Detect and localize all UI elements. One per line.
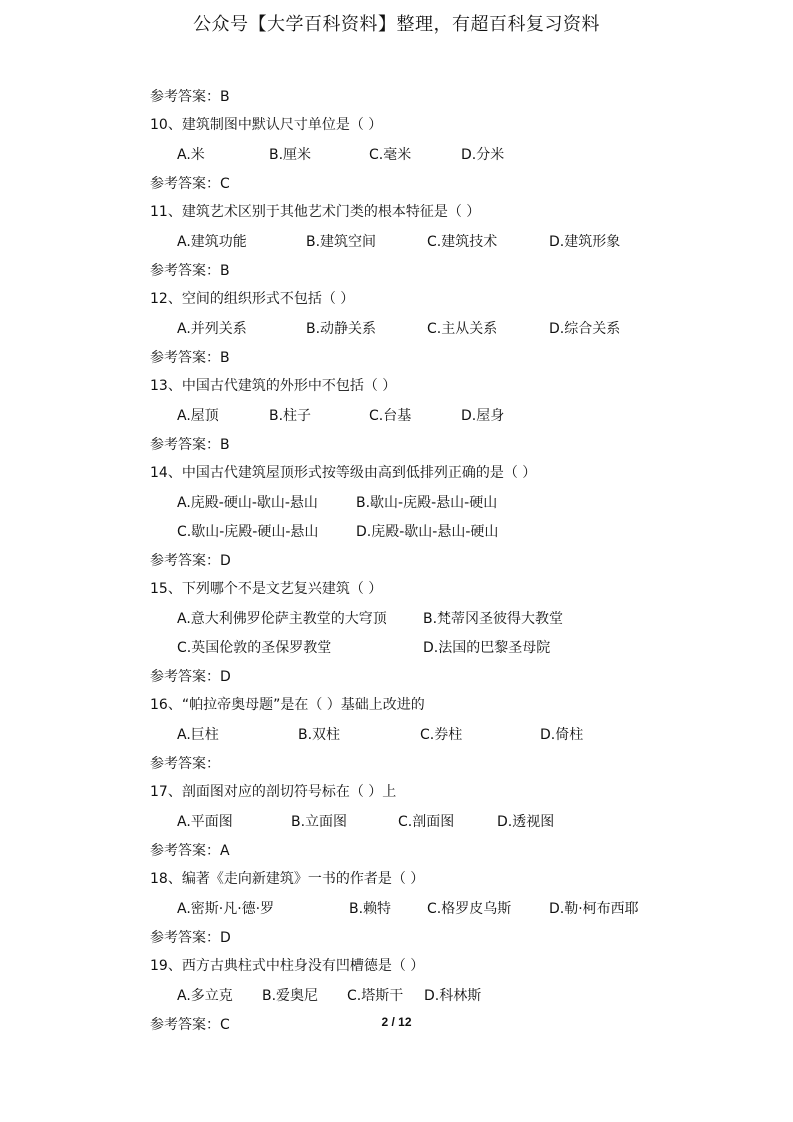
options-row <box>150 724 750 747</box>
options-row <box>150 608 750 631</box>
option-c: C.主从关系 <box>427 321 498 337</box>
answer-line: 参考答案：C <box>150 1017 230 1033</box>
answer-line: 参考答案：D <box>150 669 231 685</box>
option-c: C.毫米 <box>369 147 412 163</box>
option-a: A.建筑功能 <box>177 234 247 250</box>
question-text: 14、中国古代建筑屋顶形式按等级由高到低排列正确的是（ ） <box>150 465 537 481</box>
option-a: A.庑殿-硬山-歇山-悬山 <box>177 495 318 511</box>
option-c: C.塔斯干 <box>347 988 404 1004</box>
option-a: A.屋顶 <box>177 408 219 424</box>
options-row <box>150 144 750 167</box>
option-c: C.建筑技术 <box>427 234 498 250</box>
option-a: A.意大利佛罗伦萨主教堂的大穹顶 <box>177 611 387 627</box>
option-c: C.券柱 <box>420 727 463 743</box>
question-text: 11、建筑艺术区别于其他艺术门类的根本特征是（ ） <box>150 204 481 220</box>
option-d: D.屋身 <box>461 408 505 424</box>
options-row <box>150 637 750 660</box>
option-d: D.倚柱 <box>540 727 584 743</box>
answer-line: 参考答案：B <box>150 350 230 366</box>
question-text: 17、剖面图对应的剖切符号标在（ ）上 <box>150 784 397 800</box>
option-b: B.双柱 <box>298 727 341 743</box>
page-number: 2 / 12 <box>381 1015 412 1029</box>
option-c: C.英国伦敦的圣保罗教堂 <box>177 640 332 656</box>
page-header: 公众号【大学百科资料】整理，有超百科复习资料 <box>193 14 600 35</box>
option-a: A.平面图 <box>177 814 233 830</box>
option-c: C.剖面图 <box>398 814 455 830</box>
question-text: 12、空间的组织形式不包括（ ） <box>150 291 355 307</box>
answer-line: 参考答案：B <box>150 263 230 279</box>
options-row <box>150 898 750 921</box>
option-b: B.动静关系 <box>306 321 377 337</box>
option-b: B.立面图 <box>291 814 348 830</box>
question-text: 16、“帕拉帝奥母题”是在（ ）基础上改进的 <box>150 697 425 713</box>
options-row <box>150 985 750 1008</box>
option-c: C.歇山-庑殿-硬山-悬山 <box>177 524 319 540</box>
option-d: D.科林斯 <box>424 988 482 1004</box>
question-list <box>150 86 750 1042</box>
option-b: B.歇山-庑殿-悬山-硬山 <box>356 495 498 511</box>
option-d: D.透视图 <box>497 814 555 830</box>
answer-line: 参考答案：B <box>150 437 230 453</box>
option-a: A.米 <box>177 147 205 163</box>
options-row <box>150 521 750 544</box>
answer-line: 参考答案：D <box>150 930 231 946</box>
option-d: D.庑殿-歇山-悬山-硬山 <box>356 524 499 540</box>
option-d: D.分米 <box>461 147 505 163</box>
options-row <box>150 492 750 515</box>
option-b: B.赖特 <box>349 901 392 917</box>
question-text: 19、西方古典柱式中柱身没有凹槽德是（ ） <box>150 958 425 974</box>
question-text: 18、编著《走向新建筑》一书的作者是（ ） <box>150 871 425 887</box>
option-b: B.建筑空间 <box>306 234 377 250</box>
option-d: D.法国的巴黎圣母院 <box>423 640 551 656</box>
options-row <box>150 231 750 254</box>
answer-line: 参考答案：A <box>150 843 230 859</box>
option-d: D.建筑形象 <box>549 234 621 250</box>
option-c: C.格罗皮乌斯 <box>427 901 512 917</box>
option-a: A.巨柱 <box>177 727 219 743</box>
options-row <box>150 318 750 341</box>
answer-line: 参考答案： <box>150 756 220 772</box>
option-c: C.台基 <box>369 408 412 424</box>
options-row <box>150 811 750 834</box>
option-b: B.梵蒂冈圣彼得大教堂 <box>423 611 564 627</box>
answer-line: 参考答案：C <box>150 176 230 192</box>
question-text: 10、建筑制图中默认尺寸单位是（ ） <box>150 117 383 133</box>
option-b: B.爱奥尼 <box>262 988 319 1004</box>
option-a: A.多立克 <box>177 988 233 1004</box>
answer-line: 参考答案：B <box>150 89 230 105</box>
answer-line: 参考答案：D <box>150 553 231 569</box>
option-b: B.厘米 <box>269 147 312 163</box>
option-a: A.并列关系 <box>177 321 247 337</box>
options-row <box>150 405 750 428</box>
option-d: D.综合关系 <box>549 321 621 337</box>
option-d: D.勒·柯布西耶 <box>549 901 639 917</box>
option-b: B.柱子 <box>269 408 312 424</box>
question-text: 13、中国古代建筑的外形中不包括（ ） <box>150 378 397 394</box>
question-text: 15、下列哪个不是文艺复兴建筑（ ） <box>150 581 383 597</box>
option-a: A.密斯·凡·德·罗 <box>177 901 275 917</box>
